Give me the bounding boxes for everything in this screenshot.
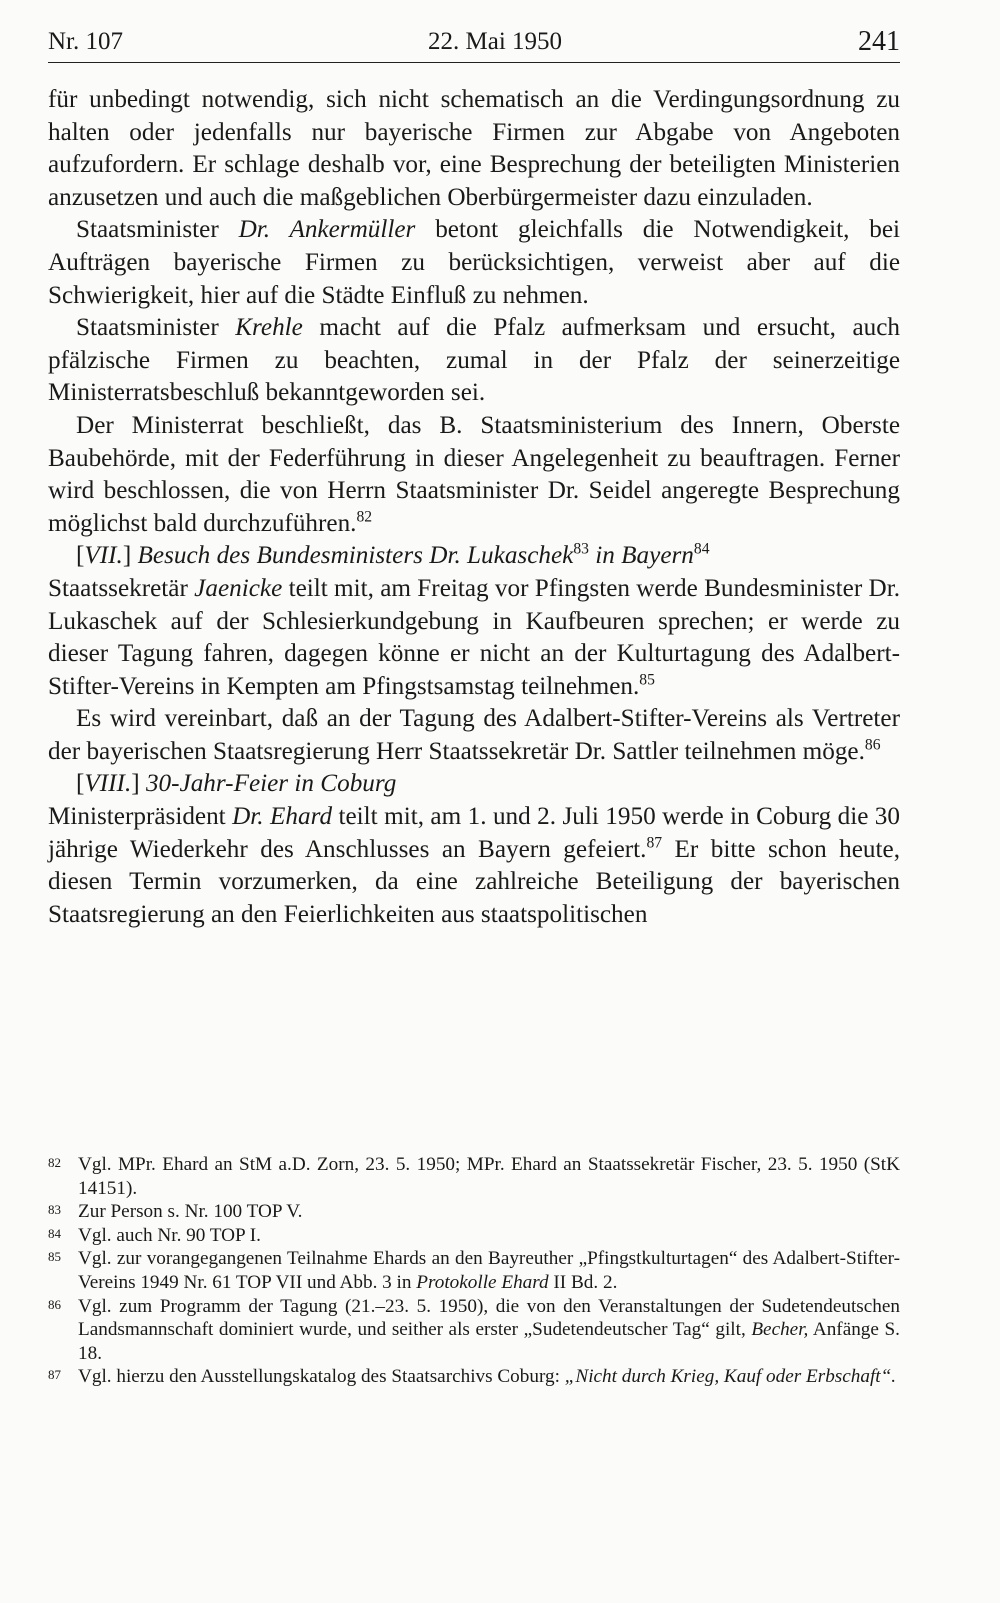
paragraph: Der Ministerrat beschließt, das B. Staatsministerium des Innern, Oberste Baubehörde, mit der Federführung in dieser Angelegenheit zu beauftragen. Ferner wird beschlossen, die von Herrn Staatsminister Dr. Seidel angeregte Besprechung möglichst bald durchzuführen.$^{82}$	[48, 411, 900, 537]
footnote-ref: 84	[693, 540, 710, 558]
section-heading: [VIII.] 30-Jahr-Feier in Coburg	[76, 770, 397, 798]
speaker-name: Jaenicke	[194, 574, 283, 602]
paragraph: Ministerpräsident Dr. Ehard teilt mit, am 1. und 2. Juli 1950 werde in Coburg die 30 jährige Wiederkehr des Anschlusses an Bayern gefeiert.$^{87}$ Er bitte schon heute, diesen Termin vorzumerken, da eine zahlreiche Beteiligung der bayerischen Staatsregierung an den Feierlichkeiten aus staatspolitischen	[48, 803, 900, 928]
speaker-name: Krehle	[235, 314, 303, 342]
footnote-ref: 83	[573, 540, 589, 558]
paragraph: für unbedingt notwendig, sich nicht schematisch an die Verdingungsordnung zu halten oder jedenfalls nur bayerische Firmen zur Abgabe von Angeboten aufzufordern. Er schlage deshalb vor, eine Besprechung der beteiligten Ministerien anzusetzen und auch die maßgeblichen Oberbürgermeister dazu einzuladen.	[48, 86, 900, 211]
footnote-ref: 85	[639, 671, 655, 689]
footnote: 85 Vgl. zur vorangegangenen Teilnahme Ehards an den Bayreuther „Pfingstkulturtagen“ des Adalbert-Stifter-Vereins 1949 Nr. 61 TOP VII und Abb. 3 in Protokolle Ehard II Bd. 2.	[48, 1248, 900, 1293]
speaker-name: Dr. Ehard	[232, 803, 333, 831]
document-number: Nr. 107	[48, 28, 123, 55]
paragraph: Es wird vereinbart, daß an der Tagung des Adalbert-Stifter-Vereins als Vertreter der bayerischen Staatsregierung Herr Staatssekretär Dr. Sattler teilnehmen möge.$^{86}$	[48, 705, 900, 765]
paragraph: Staatsminister Dr. Ankermüller betont gleichfalls die Notwendigkeit, bei Aufträgen bayerische Firmen zu berücksichtigen, verweist aber auf die Schwierigkeit, hier auf die Städte Einfluß zu nehmen.	[48, 216, 900, 309]
session-date: 22. Mai 1950	[428, 28, 563, 55]
footnote: 86 Vgl. zum Programm der Tagung (21.–23. 5. 1950), die von den Veranstaltungen der Sudetendeutschen Landsmannschaft dominiert wurde, und seither als erster „Sudetendeutscher Tag“ gilt, Becher, Anfänge S. 18.	[48, 1295, 900, 1364]
footnote-ref: 87	[646, 834, 663, 852]
footnotes	[48, 1153, 900, 1389]
footnote: 84 Vgl. auch Nr. 90 TOP I.	[48, 1224, 261, 1246]
running-header	[48, 22, 900, 63]
footnote: 87 Vgl. hierzu den Ausstellungskatalog des Staatsarchivs Coburg: „Nicht durch Krieg, Kauf oder Erbschaft“.	[48, 1366, 897, 1388]
section-heading: [VII.] Besuch des Bundesministers Dr. Lukaschek$^{83}$ in Bayern$^{84}$	[76, 540, 710, 570]
speaker-name: Dr. Ankermüller	[238, 216, 416, 244]
paragraph: Staatssekretär Jaenicke teilt mit, am Freitag vor Pfingsten werde Bundesminister Dr. Lukaschek auf der Schlesierkundgebung in Kaufbeuren sprechen; er werde zu dieser Tagung fahren, dagegen könne er nicht an der Kulturtagung des Adalbert-Stifter-Vereins in Kempten am Pfingstsamstag teilnehmen.$^{85}$	[48, 574, 900, 700]
paragraph: Staatsminister Krehle macht auf die Pfalz aufmerksam und ersucht, auch pfälzische Firmen zu beachten, zumal in der Pfalz der seinerzeitige Ministerratsbeschluß bekanntgeworden sei.	[48, 314, 900, 407]
footnote: 83 Zur Person s. Nr. 100 TOP V.	[48, 1201, 303, 1223]
page-number: 241	[858, 26, 900, 57]
footnote: 82 Vgl. MPr. Ehard an StM a.D. Zorn, 23. 5. 1950; MPr. Ehard an Staatssekretär Fischer, 23. 5. 1950 (StK 14151).	[48, 1154, 900, 1199]
footnote-ref: 82	[356, 508, 373, 526]
main-text	[48, 84, 900, 931]
footnote-ref: 86	[864, 736, 881, 754]
